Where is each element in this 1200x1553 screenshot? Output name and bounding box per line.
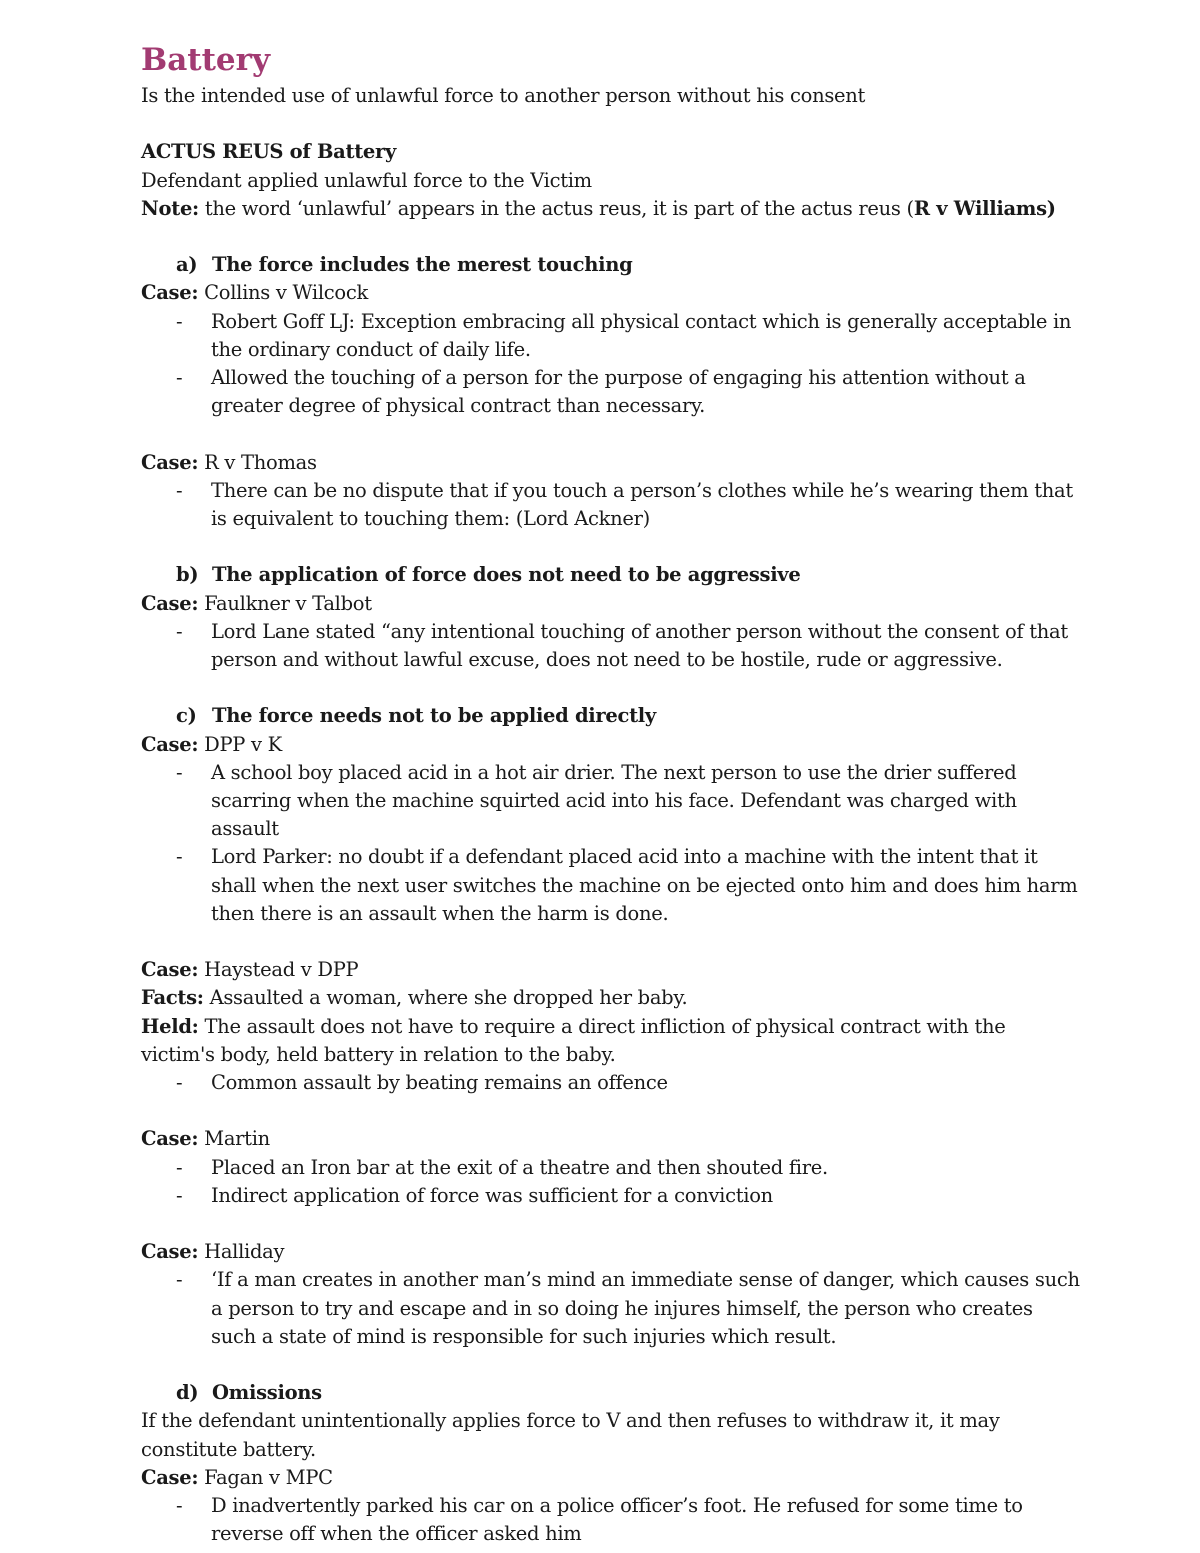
section-d-title: Omissions [212,1381,322,1405]
section-b-heading [141,561,1081,589]
section-a-letter: a) [176,253,198,277]
case-label: Case: [141,1127,199,1151]
omissions-intro: If the defendant unintentionally applies force to V and then refuses to withdraw it, it may constitute battery. [141,1409,1000,1461]
case-points [141,308,1081,421]
dash-bullet: - [176,1183,183,1207]
case-line [141,956,1081,984]
facts-label: Facts: [141,986,204,1010]
page-title: Battery [141,42,270,78]
list-item [141,1069,1081,1097]
dash-bullet: - [176,1268,183,1292]
list-item [141,759,1081,844]
case-points [141,1492,1081,1548]
case-line [141,590,1081,618]
held-label: Held: [141,1014,199,1038]
spacer [141,1210,1081,1238]
case-points [141,1154,1081,1210]
case-name: Halliday [198,1240,285,1264]
list-item-text: There can be no dispute that if you touch a person’s clothes while he’s wearing them that is equivalent to touching them: (Lord Ackner) [211,478,1073,530]
case-name: DPP v K [198,732,282,756]
actus-heading: ACTUS REUS of Battery [141,140,397,164]
definition-text: Is the intended use of unlawful force to another person without his consent [141,84,866,107]
list-item-text: D inadvertently parked his car on a police officer’s foot. He refused for some time to reverse off when the officer asked him [211,1494,1023,1546]
case-line [141,279,1081,307]
dash-bullet: - [176,1155,183,1179]
list-item-text: ‘If a man creates in another man’s mind an immediate sense of danger, which causes such a person to try and escape and in so doing he injures himself, the person who creates such a state of mind is responsible for such injuries which result. [211,1268,1080,1348]
section-b-title: The application of force does not need to be aggressive [212,563,801,587]
dash-bullet: - [176,845,183,869]
list-item [141,843,1081,928]
spacer [141,674,1081,702]
case-label: Case: [141,732,199,756]
section-c-heading [141,702,1081,730]
list-item [141,308,1081,364]
case-label: Case: [141,450,199,474]
dash-bullet: - [176,1494,183,1518]
case-points [141,618,1081,674]
spacer [141,1351,1081,1379]
list-item-text: Lord Lane stated “any intentional touching of another person without the consent of that person and without lawful excuse, does not need to be hostile, rude or aggressive. [211,619,1068,671]
note-text: the word ‘unlawful’ appears in the actus reus, it is part of the actus reus ( [198,196,914,220]
note-close: ) [1046,196,1056,220]
held-line [141,1013,1081,1069]
case-label: Case: [141,958,199,982]
dash-bullet: - [176,366,183,389]
spacer [141,223,1081,251]
list-item-text: Lord Parker: no doubt if a defendant placed acid into a machine with the intent that it shall when the next user switches the machine on be ejected onto him and does him harm then there is an assault when the harm is done. [211,845,1078,925]
case-label: Case: [141,1240,199,1264]
dash-bullet: - [176,1071,183,1095]
case-line [141,731,1081,759]
case-name: Haystead v DPP [198,958,359,982]
spacer [141,1097,1081,1125]
dash-bullet: - [176,760,183,784]
list-item [141,1492,1081,1548]
case-line [141,449,1081,477]
case-line [141,1464,1081,1492]
list-item [141,1182,1081,1210]
case-name: Fagan v MPC [198,1465,333,1489]
case-points [141,1266,1081,1351]
dash-bullet: - [176,478,183,502]
list-item [141,1154,1081,1182]
facts-line [141,984,1081,1012]
spacer [141,420,1081,448]
held-text: The assault does not have to require a direct infliction of physical contract with the victim's body, held battery in relation to the baby. [141,1014,1006,1066]
case-points [141,477,1081,533]
list-item [141,364,1081,420]
facts-text: Assaulted a woman, where she dropped her baby. [203,986,688,1010]
list-item-text: Robert Goff LJ: Exception embracing all physical contact which is generally acceptable in the ordinary conduct of daily life. [211,309,1072,361]
section-a-title: The force includes the merest touching [212,253,633,277]
dash-bullet: - [176,619,183,643]
spacer [141,533,1081,561]
list-item-text: Indirect application of force was sufficient for a conviction [211,1183,773,1207]
document-page [141,38,1081,1548]
case-line [141,1238,1081,1266]
section-d-heading [141,1379,1081,1407]
case-name: Faulkner v Talbot [198,591,372,615]
spacer [141,928,1081,956]
list-item-text: Allowed the touching of a person for the purpose of engaging his attention without a greater degree of physical contract than necessary. [211,366,1026,418]
section-a-heading [141,251,1081,279]
list-item [141,618,1081,674]
list-item [141,477,1081,533]
list-item [141,1266,1081,1351]
list-item-text: Common assault by beating remains an offence [211,1071,668,1095]
actus-line: Defendant applied unlawful force to the Victim [141,168,592,192]
case-name: Collins v Wilcock [198,281,368,305]
spacer [141,110,1081,138]
dash-bullet: - [176,309,183,333]
list-item-text: A school boy placed acid in a hot air drier. The next person to use the drier suffered scarring when the machine squirted acid into his face. Defendant was charged with assault [211,760,1017,841]
case-name: R v Thomas [198,450,317,474]
section-b-letter: b) [176,563,199,587]
case-name: Martin [198,1127,270,1151]
case-label: Case: [141,1465,199,1489]
case-points [141,1069,1081,1097]
note-line [141,195,1081,223]
section-c-letter: c) [176,704,197,728]
case-points [141,759,1081,928]
case-label: Case: [141,591,199,615]
section-d-letter: d) [176,1381,199,1405]
case-line [141,1125,1081,1153]
note-label: Note: [141,196,199,220]
list-item-text: Placed an Iron bar at the exit of a theatre and then shouted fire. [211,1155,828,1179]
case-label: Case: [141,281,199,305]
note-case: R v Williams [913,196,1047,220]
section-c-title: The force needs not to be applied directly [212,704,656,728]
